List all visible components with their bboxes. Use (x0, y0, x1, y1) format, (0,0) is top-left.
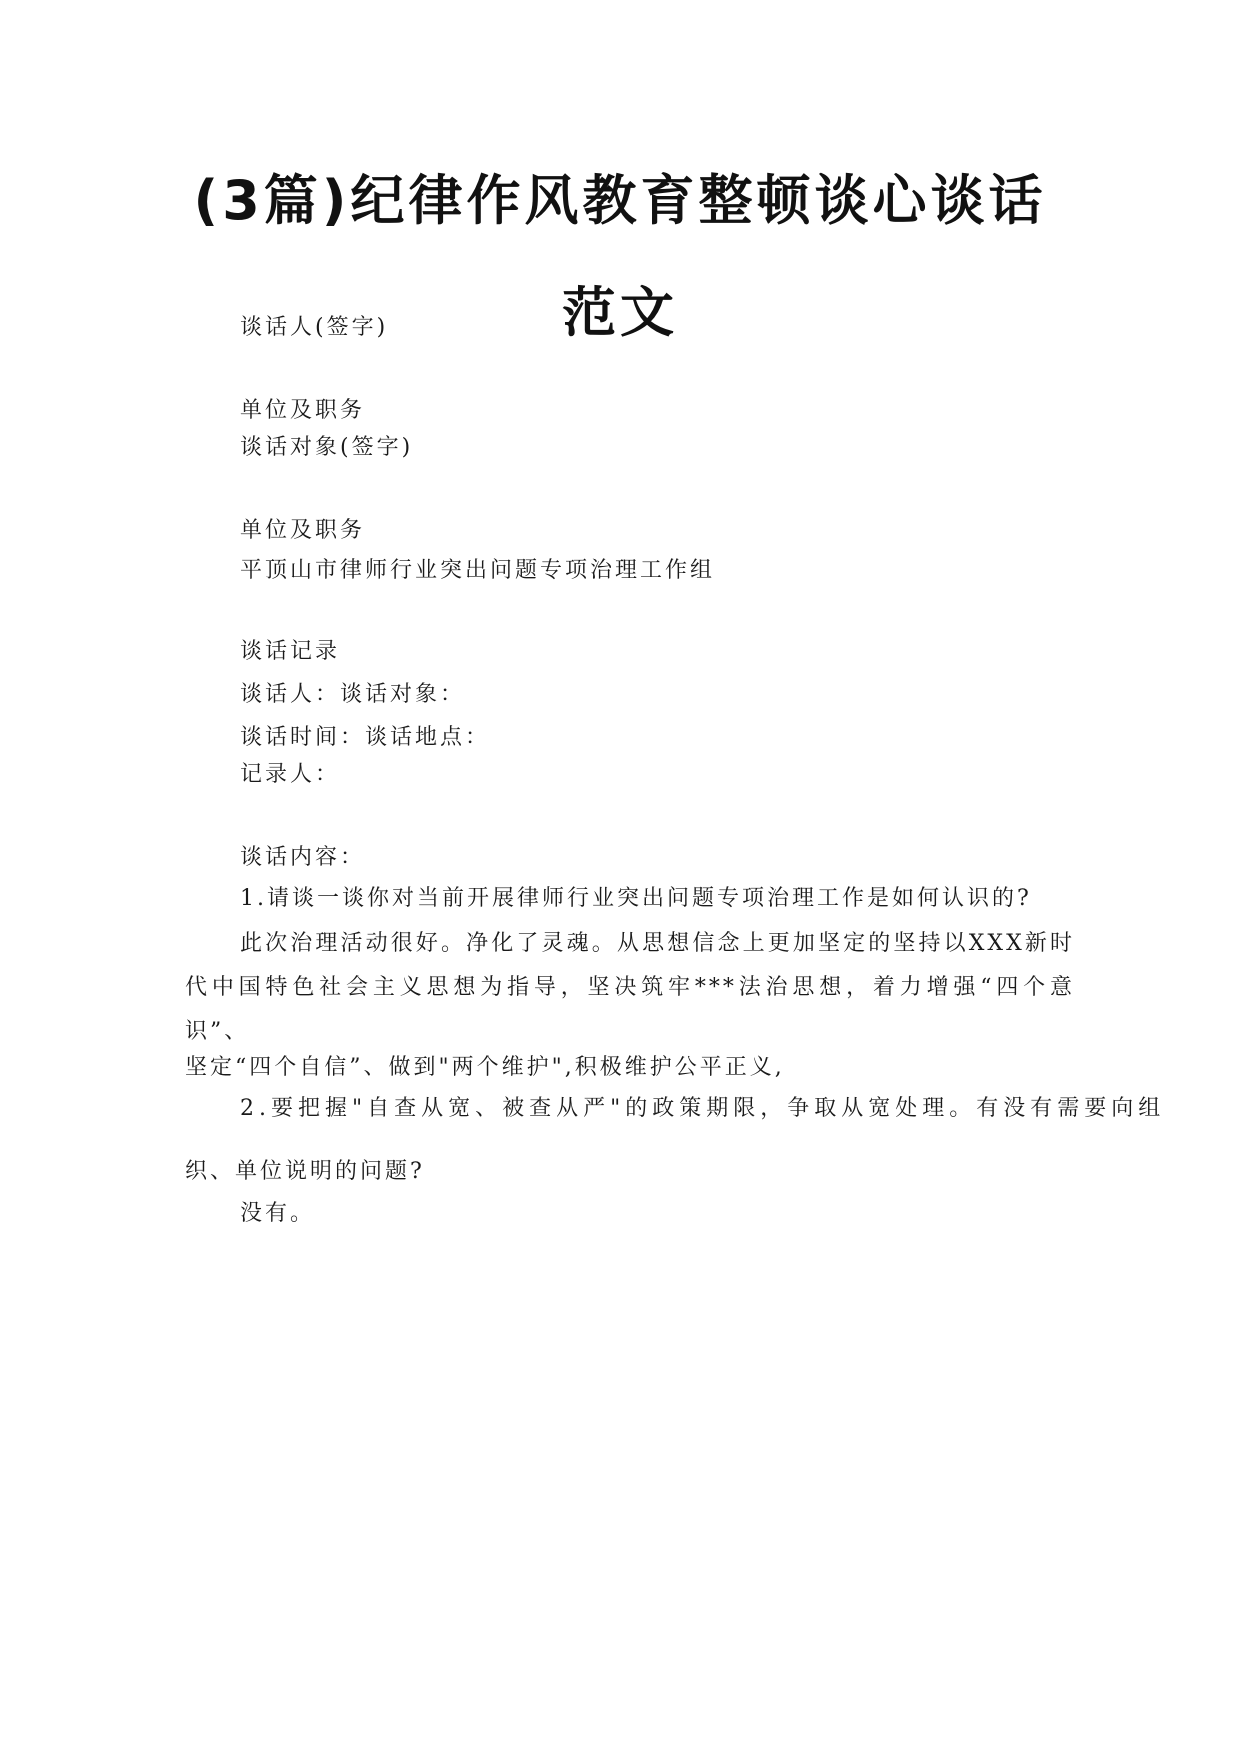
unit-position-label-2: 单位及职务 (240, 518, 366, 543)
content-heading: 谈话内容： (240, 845, 366, 870)
object-sign-label: 谈话对象(签字) (240, 435, 414, 460)
answer-1-paragraph: 此次治理活动很好。净化了灵魂。从思想信念上更加坚定的坚持以XXX新时代中国特色社会主义思想为指导，坚决筑牢***法治思想，着力增强“四个意识”、 (185, 931, 1075, 1044)
question-2-line-2: 织、单位说明的问题? (185, 1159, 425, 1184)
document-title-line-2: 范文 (562, 281, 678, 344)
recorder-line: 记录人： (240, 762, 341, 787)
organization-name: 平顶山市律师行业突出问题专项治理工作组 (240, 558, 716, 583)
talker-object-line: 谈话人：谈话对象： (240, 682, 466, 707)
question-2-line-1: 2.要把握"自查从宽、被查从严"的政策期限，争取从宽处理。有没有需要向组 (240, 1096, 1166, 1121)
record-heading: 谈话记录 (240, 639, 341, 664)
document-title-line-1: (3篇)纪律作风教育整顿谈心谈话 (193, 169, 1047, 232)
answer-1-continuation: 坚定“四个自信”、做到"两个维护",积极维护公平正义, (185, 1055, 785, 1080)
question-1: 1.请谈一谈你对当前开展律师行业突出问题专项治理工作是如何认识的? (240, 886, 1032, 911)
time-place-line: 谈话时间：谈话地点： (240, 725, 491, 750)
talker-sign-label: 谈话人(签字) (240, 315, 389, 340)
unit-position-label-1: 单位及职务 (240, 398, 366, 423)
answer-2: 没有。 (240, 1201, 316, 1226)
